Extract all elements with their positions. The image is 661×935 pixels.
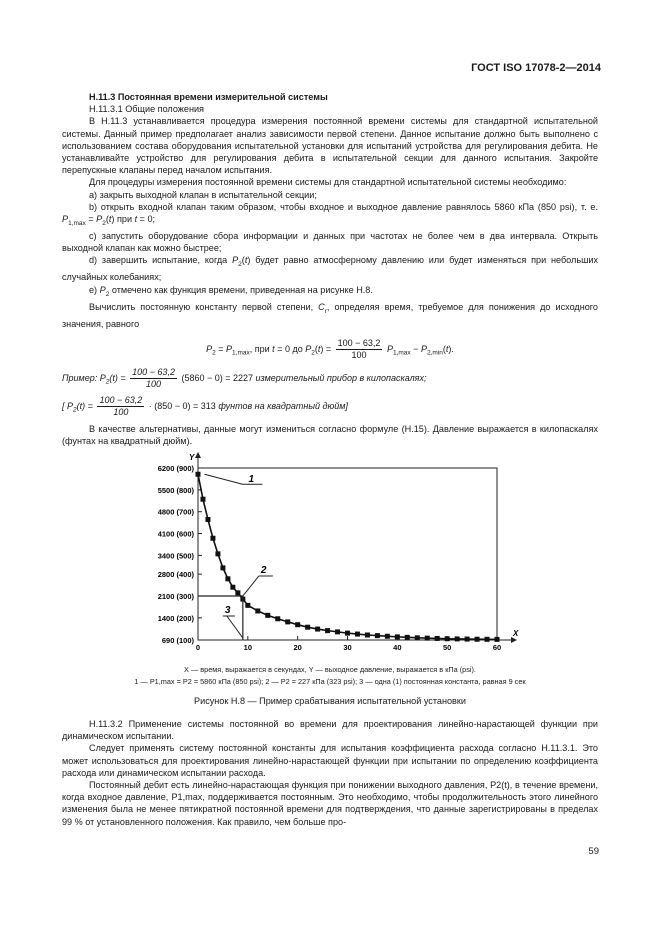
- y-axis-label: Y: [189, 453, 195, 462]
- data-point: [405, 635, 410, 640]
- data-point: [485, 637, 490, 642]
- data-point: [455, 636, 460, 641]
- y-tick-label: 3400 (500): [157, 551, 194, 561]
- y-tick-label: 1400 (200): [157, 613, 194, 623]
- data-point: [415, 635, 420, 640]
- x-axis-label: X: [513, 629, 519, 638]
- figure-caption: Рисунок Н.8 — Пример срабатывания испытательной установки: [194, 696, 466, 706]
- legend-axes: X — время, выражается в секундах, Y — выходное давление, выражается в кПа (psi).: [184, 665, 476, 674]
- paragraph: В качестве альтернативы, данные могут измениться согласно формуле (Н.15). Давление выражается в килопаскалях (фунтах на квадратный дюйм).: [62, 423, 598, 447]
- paragraph: Для процедуры измерения постоянной времени системы для стандартной испытательной системы необходимо:: [89, 177, 567, 188]
- example: Пример: $P_2(t)$ = $\frac{100 - 63,2}{100}$ (5860 − 0) = 2227 измерительный прибор в килопаскалях;: [62, 366, 427, 389]
- leader-line-3: [227, 616, 243, 638]
- paragraph: Постоянный дебит есть линейно-нарастающая функция при понижении выходного давления, P2(t), в течение времени, когда входное давление, P1,max, поддерживается постоянным. Это необходимо, чтобы продолжительность этого линейного изменения была не менее пятикратной постоянной времени для подтверждения, что данные зарегистрированы в пределах 99 % от установленного положения. Как правило, чем больше про-: [62, 780, 598, 827]
- data-point: [475, 637, 480, 642]
- list-item-e: e) $P_2$ отмечено как функция времени, приведенная на рисунке Н.8.: [89, 284, 373, 298]
- data-point: [345, 631, 350, 636]
- figure-legend: [62, 664, 598, 688]
- data-point: [205, 517, 210, 522]
- data-point: [295, 622, 300, 627]
- response-chart: [142, 452, 522, 652]
- paragraph: Н.11.3.2 Применение системы постоянной во времени для проектирования линейно-нарастающей функции при динамическом испытании.: [62, 719, 598, 742]
- data-point: [435, 636, 440, 641]
- annotation-label-2: 2: [260, 564, 267, 576]
- data-point: [425, 636, 430, 641]
- data-point: [365, 633, 370, 638]
- data-point: [275, 616, 280, 621]
- x-tick-label: 0: [195, 643, 201, 652]
- x-tick-label: 60: [492, 643, 502, 652]
- data-point: [225, 576, 230, 581]
- data-point: [196, 472, 201, 477]
- y-axis-arrow: [195, 452, 201, 458]
- data-point: [305, 625, 310, 630]
- data-point: [315, 627, 320, 632]
- subsection-title: Н.11.3.1 Общие положения: [89, 104, 204, 115]
- x-tick-label: 50: [442, 643, 452, 652]
- annotation-label-1: 1: [248, 474, 255, 486]
- data-point: [220, 565, 225, 570]
- page-number: 59: [588, 846, 599, 857]
- data-point: [215, 551, 220, 556]
- x-tick-label: 10: [243, 643, 253, 652]
- list-item-b: b) открыть входной клапан таким образом, чтобы входное и выходное давление равнялось 5860 кПа (850 psi), т. е. $P_{1,max} = P_2(t)$ при t = 0;: [62, 201, 598, 227]
- leader-line-1: [204, 474, 242, 484]
- main-text: [62, 91, 598, 447]
- data-point: [245, 603, 250, 608]
- leader-line-2: [243, 576, 259, 596]
- data-point: [465, 637, 470, 642]
- data-point: [230, 585, 235, 590]
- data-point: [395, 634, 400, 639]
- data-point: [200, 497, 205, 502]
- data-point: [285, 619, 290, 624]
- data-point: [445, 636, 450, 641]
- data-point: [335, 629, 340, 634]
- list-item-a: а) закрыть выходной клапан в испытательной секции;: [89, 189, 317, 200]
- data-point: [385, 634, 390, 639]
- data-point: [355, 632, 360, 637]
- legend-items: 1 — P1,max = P2 = 5860 кПа (850 psi); 2 — P2 = 227 кПа (323 psi); 3 — одна (1) постоянная константа, равная 9 сек: [134, 677, 526, 686]
- data-point: [210, 536, 215, 541]
- data-point: [375, 633, 380, 638]
- data-point: [265, 613, 270, 618]
- y-tick-label: 2100 (300): [157, 591, 194, 601]
- data-point: [255, 608, 260, 613]
- y-tick-label: 5500 (800): [157, 485, 194, 495]
- example-psi: [ $P_2(t)$ = $\frac{100 - 63,2}{100}$ · (850 − 0) = 313 фунтов на квадратный дюйм]: [62, 394, 348, 417]
- section-title: Н.11.3 Постоянная времени измерительной системы: [89, 92, 328, 102]
- y-tick-label: 690 (100): [161, 636, 194, 645]
- y-tick-label: 4100 (600): [157, 529, 194, 539]
- x-tick-label: 40: [393, 643, 402, 652]
- y-tick-label: 2800 (400): [157, 570, 194, 580]
- doc-code: ГОСТ ISO 17078-2—2014: [471, 62, 601, 74]
- formula: $P_2 = P_{1,max}$, при t = 0 до $P_2(t)$ = $\frac{100 - 63,2}{100}$ $P_{1,max} - P_{2,min}(t)$.: [206, 337, 454, 360]
- paragraph: Вычислить постоянную константу первой степени, $C_r$, определяя время, требуемое для понижения до исходного значения, равного: [62, 301, 598, 329]
- y-tick-label: 4800 (700): [157, 507, 194, 517]
- bottom-text: [62, 718, 598, 828]
- data-point: [495, 637, 500, 642]
- list-item-d: d) завершить испытание, когда $P_2(t)$ будет равно атмосферному давлению или будет изменяться при небольших случайных колебаниях;: [62, 255, 599, 283]
- x-tick-label: 30: [343, 643, 352, 652]
- data-point: [235, 590, 240, 595]
- x-tick-label: 20: [293, 643, 302, 652]
- paragraph: Следует применять систему постоянной константы для испытания коэффициента расхода согласно Н.11.3.1. Это может использоваться для проектирования линейно-нарастающей функции при испытании по определению коэффициента расхода или динамическом испытании расхода.: [62, 743, 598, 778]
- data-point: [325, 628, 330, 633]
- paragraph: В Н.11.3 устанавливается процедура измерения постоянной времени системы для стандартной испытательной системы. Данный пример предполагает анализ зависимости первой степени. Данное испытание должно быть выполнено с использованием состава оборудования испытательной установки для испытаний устройства для регулирования дебита. Не устанавливайте устройство для регулирования дебита в испытательной секции для данного испытания. Закройте перепускные клапаны перед началом испытания.: [62, 116, 598, 176]
- annotation-label-3: 3: [224, 605, 231, 616]
- list-item-c: c) запустить оборудование сбора информации и данных при частотах не более чем в два интервала. Открыть выходной клапан как можно быстрее;: [62, 231, 598, 254]
- y-tick-label: 6200 (900): [157, 464, 194, 473]
